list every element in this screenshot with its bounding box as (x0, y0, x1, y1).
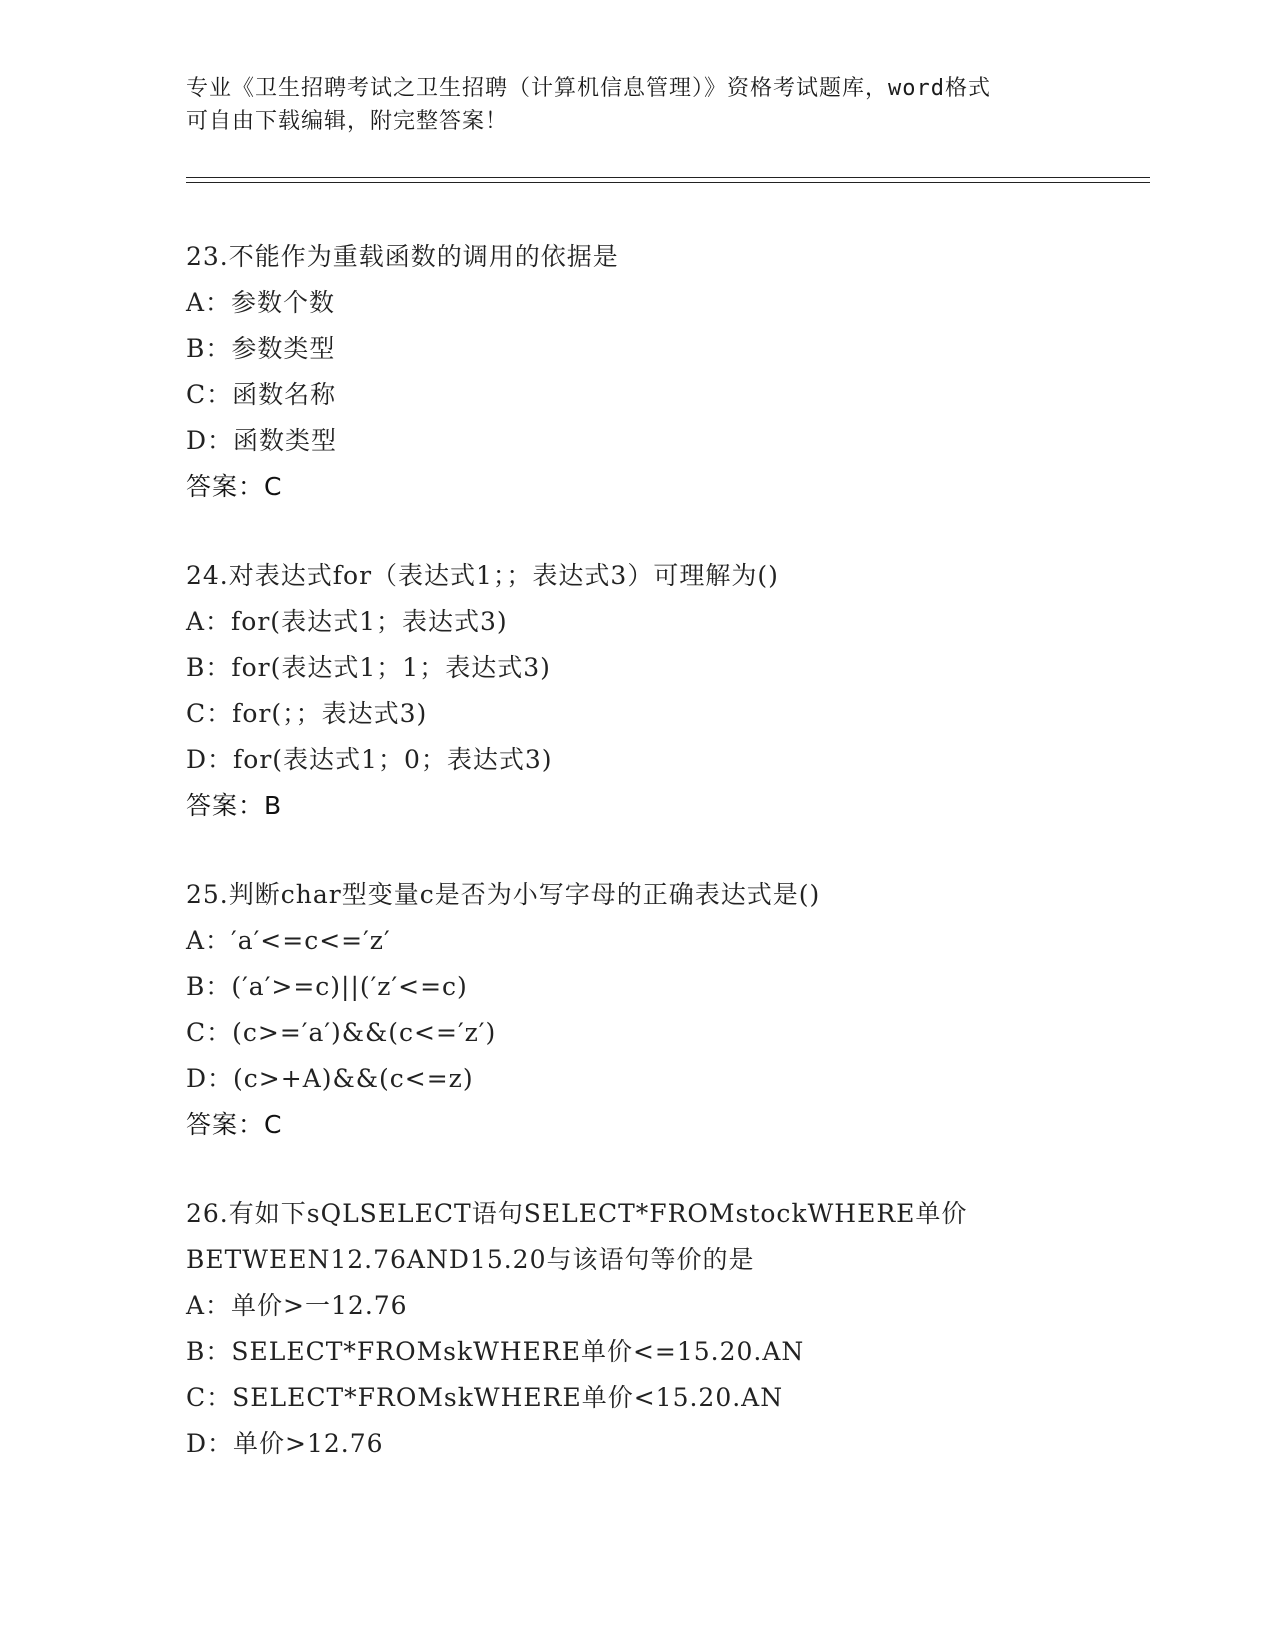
option-d: D：for(表达式1；0；表达式3) (186, 745, 553, 774)
option-a: A：参数个数 (186, 288, 336, 317)
option-b: B：for(表达式1；1；表达式3) (186, 653, 551, 682)
option-d: D：函数类型 (186, 426, 338, 455)
option-c: C：(c>=′a′)&&(c<=′z′) (186, 1018, 497, 1047)
option-d: D：单价>12.76 (186, 1429, 384, 1458)
question-stem-continued: BETWEEN12.76AND15.20与该语句等价的是 (186, 1245, 755, 1274)
header-line-2: 可自由下载编辑，附完整答案！ (186, 109, 509, 134)
option-d: D：(c>+A)&&(c<=z) (186, 1064, 474, 1093)
option-c: C：函数名称 (186, 380, 337, 409)
answer-text: 答案：C (186, 472, 283, 501)
option-b: B：参数类型 (186, 334, 336, 363)
option-c: C：for(；；表达式3) (186, 699, 428, 728)
option-a: A：单价>一12.76 (186, 1291, 408, 1320)
header-rule-bottom (186, 182, 1150, 183)
question-stem: 24.对表达式for（表达式1；；表达式3）可理解为() (186, 561, 779, 590)
header-rule-top (186, 177, 1150, 178)
option-a: A：′a′<=c<=′z′ (186, 926, 391, 955)
question-stem: 26.有如下sQLSELECT语句SELECT*FROMstockWHERE单价 (186, 1199, 968, 1228)
document-header (186, 72, 1086, 138)
answer-text: 答案：C (186, 1110, 283, 1139)
option-a: A：for(表达式1；表达式3) (186, 607, 508, 636)
question-24 (186, 553, 1146, 829)
question-26 (186, 1191, 1146, 1467)
option-b: B：SELECT*FROMskWHERE单价<=15.20.AN (186, 1337, 805, 1366)
option-c: C：SELECT*FROMskWHERE单价<15.20.AN (186, 1383, 784, 1412)
question-stem: 25.判断char型变量c是否为小写字母的正确表达式是() (186, 880, 821, 909)
question-25 (186, 872, 1146, 1148)
question-stem: 23.不能作为重载函数的调用的依据是 (186, 242, 619, 271)
header-line-1: 专业《卫生招聘考试之卫生招聘（计算机信息管理）》资格考试题库，word格式 (186, 76, 991, 101)
question-23 (186, 234, 1146, 510)
option-b: B：(′a′>=c)||(′z′<=c) (186, 972, 468, 1001)
answer-text: 答案：B (186, 791, 283, 820)
